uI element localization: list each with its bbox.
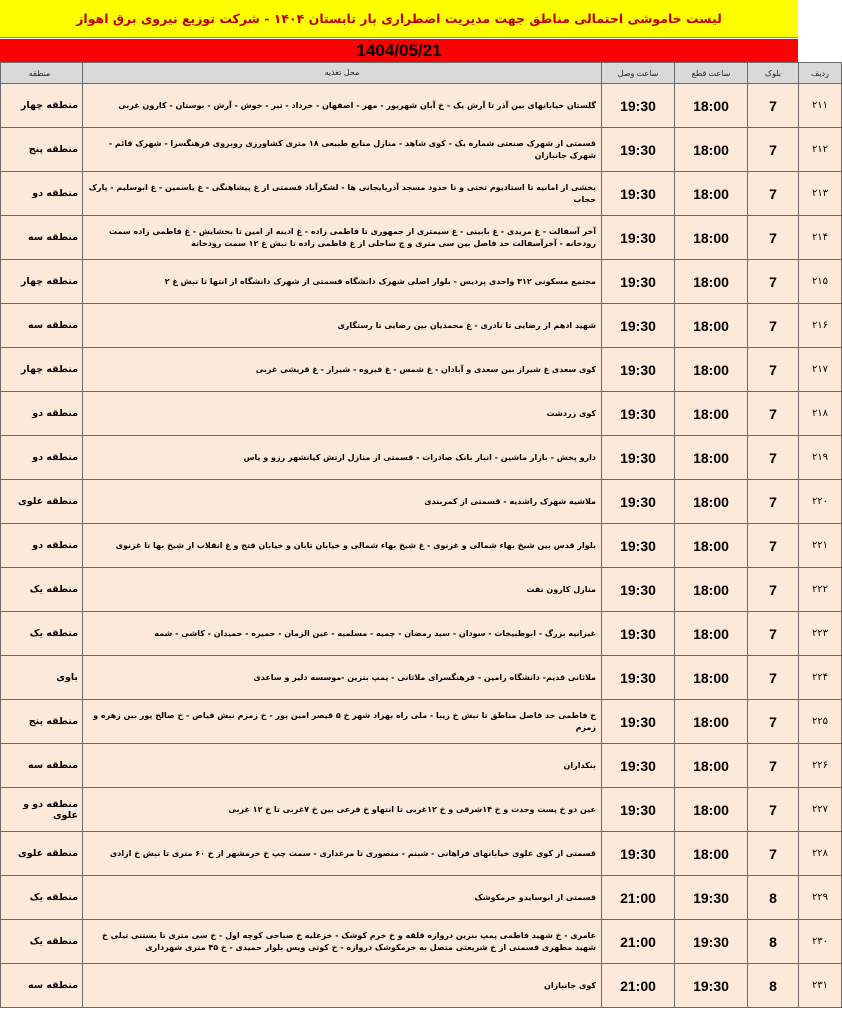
block-cell: 7	[748, 480, 799, 524]
table-row	[1, 128, 842, 172]
cut-time-cell: 18:00	[675, 612, 748, 656]
region-cell: منطقه پنج	[1, 128, 83, 172]
place-cell: کوی زردشت	[83, 392, 602, 436]
region-cell: منطقه یک	[1, 876, 83, 920]
region-cell: منطقه سه	[1, 216, 83, 260]
cut-time-cell: 18:00	[675, 84, 748, 128]
cut-time-cell: 18:00	[675, 832, 748, 876]
row-number-cell: ۲۱۵	[799, 260, 842, 304]
row-number-cell: ۲۲۰	[799, 480, 842, 524]
cut-time-cell: 18:00	[675, 172, 748, 216]
region-cell: منطقه سه	[1, 744, 83, 788]
connect-time-cell: 19:30	[602, 392, 675, 436]
header-row-number: ردیف	[799, 63, 842, 84]
place-cell: آخر آسفالت - غ مریدی - غ بابینی - غ سیمتری از جمهوری تا فاطمی زاده - غ ادینه از امین تا بخشایش - غ فاطمی زاده سمت رودخانه - آخرآسفالت حد فاصل بین سی متری و چ ساحلی از غ فاطمی زاده تا نبش غ ۱۲ سمت رودخانه	[83, 216, 602, 260]
connect-time-cell: 21:00	[602, 876, 675, 920]
table-row	[1, 788, 842, 832]
place-cell: منازل کارون نفت	[83, 568, 602, 612]
table-row	[1, 436, 842, 480]
place-cell: بخشی از امانیه تا استادیوم تختی و تا حدود مسجد آذربایجانی ها - لشکرآباد قسمتی از غ پیشاهنگی - غ یاسمین - غ ابوسلیم - پارک حجاب	[83, 172, 602, 216]
place-cell: قسمتی از کوی علوی خیابانهای فراهانی - شبنم - منصوری تا مرغداری - سمت چپ خ خرمشهر از خ ۶۰ متری تا نبش خ ازادی	[83, 832, 602, 876]
row-number-cell: ۲۲۱	[799, 524, 842, 568]
row-number-cell: ۲۲۴	[799, 656, 842, 700]
row-number-cell: ۲۱۳	[799, 172, 842, 216]
table-row	[1, 832, 842, 876]
row-number-cell: ۲۱۶	[799, 304, 842, 348]
region-cell: منطقه دو	[1, 392, 83, 436]
place-cell: شهید ادهم از رضایی تا نادری - غ محمدیان بین رضایی تا رستگاری	[83, 304, 602, 348]
table-row	[1, 216, 842, 260]
block-cell: 8	[748, 964, 799, 1008]
place-cell: خ فاطمی حد فاصل مناطق تا نبش خ زیبا - ملی راه بهزاد شهر خ ۵ قیصر امین پور - خ زمزم نبش فیاض - خ صالح پور بین زهره و زمزم	[83, 700, 602, 744]
block-cell: 7	[748, 348, 799, 392]
row-number-cell: ۲۱۲	[799, 128, 842, 172]
cut-time-cell: 18:00	[675, 480, 748, 524]
connect-time-cell: 19:30	[602, 128, 675, 172]
page-title: لیست خاموشی احتمالی مناطق جهت مدیریت اضطراری بار تابستان ۱۴۰۴ - شرکت توزیع نیروی برق اهواز	[0, 0, 798, 38]
cut-time-cell: 18:00	[675, 568, 748, 612]
header-place: محل تغذیه	[83, 63, 602, 84]
connect-time-cell: 21:00	[602, 920, 675, 964]
block-cell: 7	[748, 172, 799, 216]
region-cell: منطقه سه	[1, 964, 83, 1008]
row-number-cell: ۲۳۱	[799, 964, 842, 1008]
connect-time-cell: 19:30	[602, 656, 675, 700]
place-cell: بلوار قدس بین شیخ بهاء شمالی و غزنوی - غ شیخ بهاء شمالی و خیابان تابان و خیابان فتح و غ انقلاب از شیخ بها تا غزنوی	[83, 524, 602, 568]
row-number-cell: ۲۱۹	[799, 436, 842, 480]
table-row	[1, 744, 842, 788]
header-block: بلوک	[748, 63, 799, 84]
region-cell: منطقه یک	[1, 920, 83, 964]
place-cell: ملاثانی قدیم- دانشگاه رامین - فرهنگسرای ملاثانی - پمپ بنزین -موسسه دلیر و ساعدی	[83, 656, 602, 700]
connect-time-cell: 19:30	[602, 172, 675, 216]
table-row	[1, 172, 842, 216]
outage-table	[0, 62, 842, 1008]
region-cell: باوی	[1, 656, 83, 700]
cut-time-cell: 19:30	[675, 876, 748, 920]
row-number-cell: ۲۲۸	[799, 832, 842, 876]
connect-time-cell: 19:30	[602, 84, 675, 128]
cut-time-cell: 18:00	[675, 744, 748, 788]
cut-time-cell: 19:30	[675, 920, 748, 964]
row-number-cell: ۲۲۶	[799, 744, 842, 788]
header-cut-time: ساعت قطع	[675, 63, 748, 84]
cut-time-cell: 18:00	[675, 788, 748, 832]
place-cell: عین دو خ پست وحدت و خ ۱۴شرقی و خ ۱۲غربی تا انتهاو خ فرعی بین خ ۷غربی تا خ ۱۲ غربی	[83, 788, 602, 832]
block-cell: 7	[748, 568, 799, 612]
row-number-cell: ۲۱۸	[799, 392, 842, 436]
place-cell: کوی سعدی غ شیراز بین سعدی و آبادان - غ شمس - غ فیروه - شیراز - غ قریشی غربی	[83, 348, 602, 392]
table-row	[1, 964, 842, 1008]
region-cell: منطقه دو	[1, 524, 83, 568]
block-cell: 8	[748, 920, 799, 964]
cut-time-cell: 18:00	[675, 392, 748, 436]
row-number-cell: ۲۲۵	[799, 700, 842, 744]
connect-time-cell: 19:30	[602, 436, 675, 480]
connect-time-cell: 19:30	[602, 216, 675, 260]
place-cell: قسمتی از ابوسایدو خرمکوشک	[83, 876, 602, 920]
table-row	[1, 348, 842, 392]
table-row	[1, 84, 842, 128]
region-cell: منطقه پنج	[1, 700, 83, 744]
table-row	[1, 568, 842, 612]
connect-time-cell: 19:30	[602, 744, 675, 788]
row-number-cell: ۲۱۷	[799, 348, 842, 392]
table-row	[1, 700, 842, 744]
row-number-cell: ۲۲۷	[799, 788, 842, 832]
block-cell: 7	[748, 392, 799, 436]
connect-time-cell: 19:30	[602, 304, 675, 348]
cut-time-cell: 18:00	[675, 348, 748, 392]
connect-time-cell: 19:30	[602, 700, 675, 744]
connect-time-cell: 19:30	[602, 480, 675, 524]
block-cell: 7	[748, 656, 799, 700]
table-row	[1, 612, 842, 656]
cut-time-cell: 18:00	[675, 524, 748, 568]
table-row	[1, 876, 842, 920]
block-cell: 7	[748, 84, 799, 128]
block-cell: 7	[748, 436, 799, 480]
region-cell: منطقه دو	[1, 172, 83, 216]
place-cell: عامری - خ شهید فاطمی پمپ بنزین دروازه قلقه و خ خرم کوشک - خزعلیه خ صباحی کوچه اول - خ سی متری تا بستنی تیلی خ شهید مطهری قسمتی از خ شریعتی متصل به خرمکوشک دروازه - خ کوتی ویس بلوار حمیدی - خ ۴۵ متری شهرداری	[83, 920, 602, 964]
cut-time-cell: 18:00	[675, 260, 748, 304]
block-cell: 7	[748, 832, 799, 876]
table-row	[1, 304, 842, 348]
place-cell: ملاشیه شهرک راشدیه - قسمتی از کمربندی	[83, 480, 602, 524]
date-banner: 1404/05/21	[0, 39, 798, 62]
block-cell: 7	[748, 260, 799, 304]
cut-time-cell: 19:30	[675, 964, 748, 1008]
cut-time-cell: 18:00	[675, 700, 748, 744]
place-cell: دارو پخش - بازار ماشین - انبار بانک صادرات - قسمتی از منازل ارتش کیانشهر رزو و یاس	[83, 436, 602, 480]
row-number-cell: ۲۳۰	[799, 920, 842, 964]
block-cell: 7	[748, 524, 799, 568]
connect-time-cell: 19:30	[602, 788, 675, 832]
cut-time-cell: 18:00	[675, 128, 748, 172]
header-region: منطقه	[1, 63, 83, 84]
connect-time-cell: 19:30	[602, 612, 675, 656]
row-number-cell: ۲۲۲	[799, 568, 842, 612]
place-cell: قسمتی از شهرک صنعتی شماره یک - کوی شاهد - منازل منابع طبیعی ۱۸ متری کشاورزی روبروی فرهنگسرا - شهرک قائم - شهرک جانبازان	[83, 128, 602, 172]
connect-time-cell: 19:30	[602, 348, 675, 392]
table-header-row	[1, 63, 842, 84]
block-cell: 7	[748, 128, 799, 172]
place-cell: گلستان خیابانهای بین آذر تا آرش یک - خ آبان شهریور - مهر - اصفهان - خرداد - تیر - خوش - آرش - بوستان - کارون غربی	[83, 84, 602, 128]
place-cell: بنکداران	[83, 744, 602, 788]
connect-time-cell: 21:00	[602, 964, 675, 1008]
table-row	[1, 392, 842, 436]
table-row	[1, 260, 842, 304]
region-cell: منطقه چهار	[1, 260, 83, 304]
place-cell: غیزانیه بزرگ - ابوطبیخات - سودان - سید رمضان - چمیه - مسلمیه - عین الزمان - حمیره - حمیدان - کاشی - شمه	[83, 612, 602, 656]
region-cell: منطقه یک	[1, 568, 83, 612]
block-cell: 7	[748, 216, 799, 260]
region-cell: منطقه یک	[1, 612, 83, 656]
region-cell: منطقه چهار	[1, 348, 83, 392]
cut-time-cell: 18:00	[675, 216, 748, 260]
row-number-cell: ۲۲۳	[799, 612, 842, 656]
table-row	[1, 920, 842, 964]
table-body	[1, 84, 842, 1008]
connect-time-cell: 19:30	[602, 568, 675, 612]
place-cell: کوی جانبازان	[83, 964, 602, 1008]
region-cell: منطقه علوی	[1, 480, 83, 524]
table-row	[1, 480, 842, 524]
region-cell: منطقه چهار	[1, 84, 83, 128]
connect-time-cell: 19:30	[602, 832, 675, 876]
block-cell: 7	[748, 612, 799, 656]
place-cell: مجتمع مسکونی ۳۱۲ واحدی پردیس - بلوار اصلی شهرک دانشگاه قسمتی از شهرک دانشگاه از انتها تا نبش غ ۲	[83, 260, 602, 304]
region-cell: منطقه دو	[1, 436, 83, 480]
block-cell: 7	[748, 304, 799, 348]
table-row	[1, 524, 842, 568]
block-cell: 7	[748, 744, 799, 788]
row-number-cell: ۲۱۱	[799, 84, 842, 128]
block-cell: 8	[748, 876, 799, 920]
cut-time-cell: 18:00	[675, 436, 748, 480]
region-cell: منطقه دو و علوی	[1, 788, 83, 832]
region-cell: منطقه علوی	[1, 832, 83, 876]
connect-time-cell: 19:30	[602, 524, 675, 568]
block-cell: 7	[748, 700, 799, 744]
connect-time-cell: 19:30	[602, 260, 675, 304]
region-cell: منطقه سه	[1, 304, 83, 348]
block-cell: 7	[748, 788, 799, 832]
cut-time-cell: 18:00	[675, 304, 748, 348]
table-row	[1, 656, 842, 700]
row-number-cell: ۲۲۹	[799, 876, 842, 920]
cut-time-cell: 18:00	[675, 656, 748, 700]
header-connect-time: ساعت وصل	[602, 63, 675, 84]
row-number-cell: ۲۱۴	[799, 216, 842, 260]
